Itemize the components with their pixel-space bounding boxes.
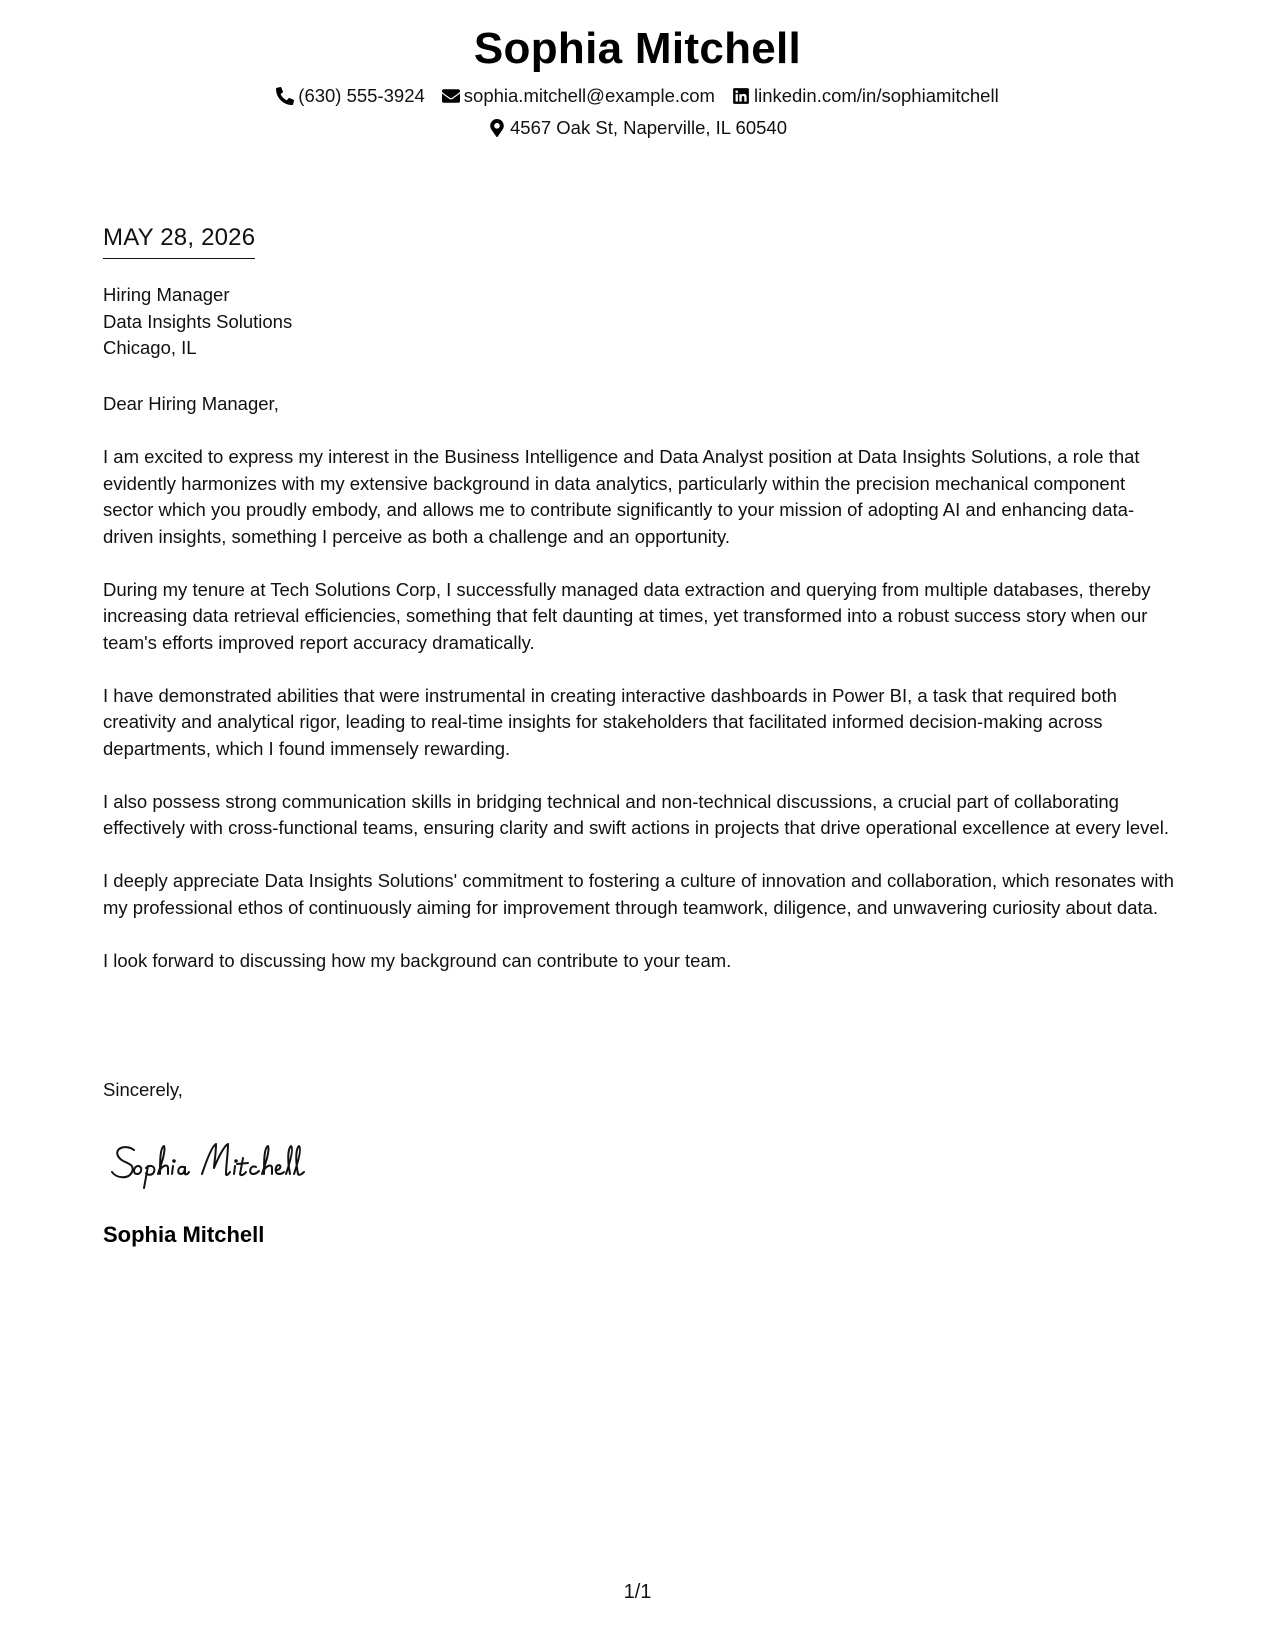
signer-name: Sophia Mitchell bbox=[103, 1222, 265, 1247]
body-paragraph-1: I am excited to express my interest in the Business Intelligence and Data Analyst position at Data Insights Solutions, a role that evidently harmonizes with my extensive background in data analytics, particularly within the precision mechanical component sector which you proudly embody, and allows me to contribute significantly to your mission of adopting AI and enhancing data-driven insights, something I perceive as both a challenge and an opportunity. bbox=[103, 446, 1140, 547]
letter-header bbox=[0, 20, 1275, 142]
phone-icon bbox=[276, 87, 294, 105]
recipient-block bbox=[103, 282, 292, 362]
body-paragraph-5: I deeply appreciate Data Insights Solutions' commitment to fostering a culture of innovation and collaboration, which resonates with my professional ethos of continuously aiming for improvement through teamwork, diligence, and unwavering curiosity about data. bbox=[103, 870, 1174, 918]
recipient-location: Chicago, IL bbox=[103, 337, 197, 358]
recipient-company: Data Insights Solutions bbox=[103, 310, 293, 332]
phone-text: (630) 555-3924 bbox=[298, 85, 425, 106]
applicant-name: Sophia Mitchell bbox=[473, 24, 802, 73]
letter-body bbox=[103, 391, 1178, 1001]
phone-contact bbox=[276, 82, 425, 110]
letter-date: MAY 28, 2026 bbox=[103, 222, 255, 259]
body-paragraph-3: I have demonstrated abilities that were instrumental in creating interactive dashboards in Power BI, a task that required both creativity and analytical rigor, leading to real-time insights for stakeholders that facilitated informed decision-making across departments, which I found immensely rewarding. bbox=[103, 684, 1117, 759]
email-text[interactable]: sophia.mitchell@example.com bbox=[463, 85, 715, 106]
page-number: 1/1 bbox=[623, 1581, 652, 1603]
linkedin-icon bbox=[732, 87, 750, 105]
body-paragraph-6: I look forward to discussing how my background can contribute to your team. bbox=[103, 949, 732, 971]
envelope-icon bbox=[442, 87, 460, 105]
signature-graphic bbox=[110, 1132, 360, 1192]
address-text: 4567 Oak St, Naperville, IL 60540 bbox=[510, 117, 787, 138]
contact-row bbox=[0, 82, 1275, 110]
body-paragraph-2: During my tenure at Tech Solutions Corp, I successfully managed data extraction and querying from multiple databases, thereby increasing data retrieval efficiencies, something that felt daunting at times, yet transformed into a robust success story when our team's efforts improved report accuracy dramatically. bbox=[103, 578, 1151, 653]
address-contact bbox=[488, 114, 787, 142]
email-contact bbox=[442, 82, 715, 110]
linkedin-text[interactable]: linkedin.com/in/sophiamitchell bbox=[753, 85, 999, 106]
recipient-title: Hiring Manager bbox=[103, 284, 230, 305]
body-paragraph-4: I also possess strong communication skills in bridging technical and non-technical discussions, a crucial part of collaborating effectively with cross-functional teams, ensuring clarity and swift actions in projects that drive operational excellence at every level. bbox=[103, 790, 1169, 838]
linkedin-contact bbox=[732, 82, 999, 110]
address-row bbox=[0, 114, 1275, 142]
handwritten-signature bbox=[110, 1132, 360, 1192]
closing: Sincerely, bbox=[103, 1079, 183, 1100]
map-marker-icon bbox=[488, 119, 506, 137]
salutation: Dear Hiring Manager, bbox=[103, 393, 279, 414]
